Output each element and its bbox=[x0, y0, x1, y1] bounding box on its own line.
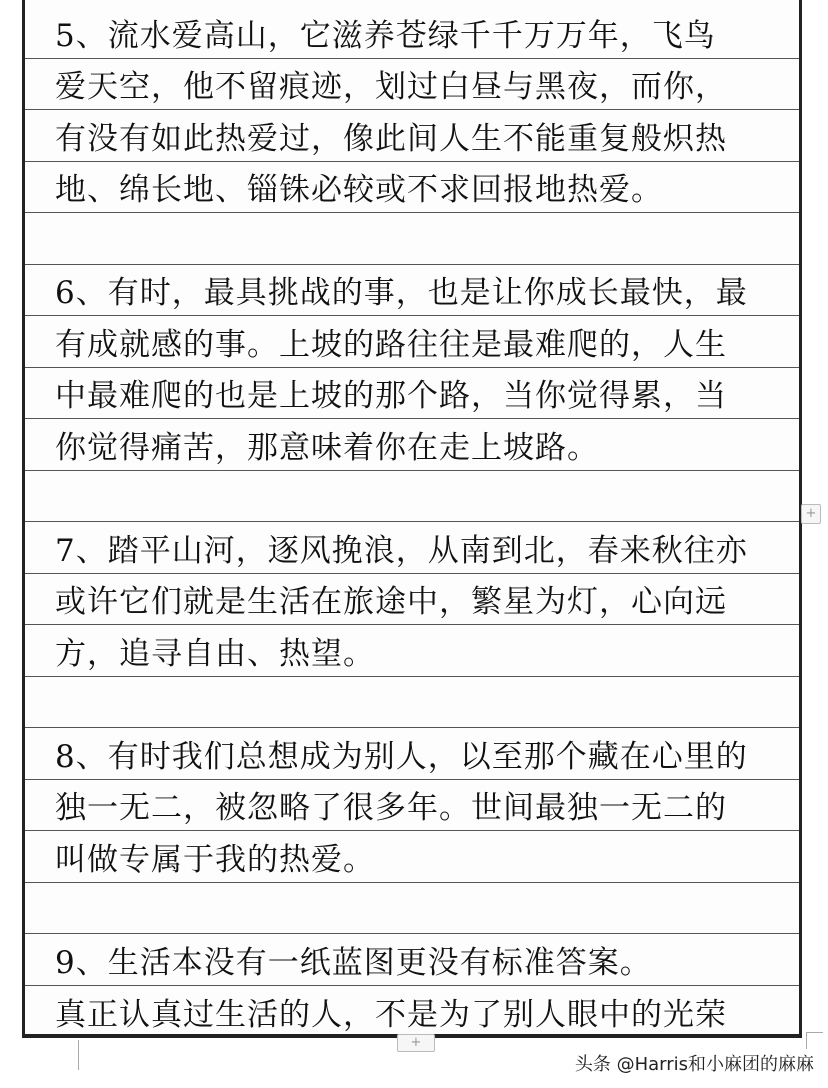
handwritten-line: 有成就感的事。上坡的路往往是最难爬的，人生 bbox=[55, 326, 727, 363]
handwritten-line: 7、踏平山河，逐风挽浪，从南到北，春来秋往亦 bbox=[55, 532, 748, 569]
handwritten-line: 叫做专属于我的热爱。 bbox=[55, 841, 375, 878]
handwritten-line: 地、绵长地、锱铢必较或不求回报地热爱。 bbox=[55, 171, 663, 208]
line-row bbox=[25, 985, 799, 1037]
line-row bbox=[25, 213, 799, 265]
lined-paper bbox=[22, 0, 802, 1038]
line-row bbox=[25, 58, 799, 110]
watermark-text: 头条 @Harris和小麻团的麻麻 bbox=[574, 1054, 814, 1075]
line-row bbox=[25, 728, 799, 780]
handwritten-line: 或许它们就是生活在旅途中，繁星为灯，心向远 bbox=[55, 583, 727, 620]
handwritten-line: 有没有如此热爱过，像此间人生不能重复般炽热 bbox=[55, 120, 727, 157]
handwritten-line: 8、有时我们总想成为别人，以至那个藏在心里的 bbox=[55, 738, 748, 775]
handwritten-line: 你觉得痛苦，那意味着你在走上坡路。 bbox=[55, 429, 599, 466]
line-row bbox=[25, 367, 799, 419]
line-row bbox=[25, 573, 799, 625]
line-row bbox=[25, 161, 799, 213]
line-row bbox=[25, 522, 799, 574]
line-row bbox=[25, 779, 799, 831]
handwritten-line: 5、流水爱高山，它滋养苍绿千千万万年，飞鸟 bbox=[55, 17, 716, 54]
handwritten-line: 爱天空，他不留痕迹，划过白昼与黑夜，而你， bbox=[55, 68, 727, 105]
page-corner-mark bbox=[806, 1032, 823, 1049]
line-row bbox=[25, 934, 799, 986]
handwritten-line: 中最难爬的也是上坡的那个路，当你觉得累，当 bbox=[55, 377, 727, 414]
handwritten-line: 9、生活本没有一纸蓝图更没有标准答案。 bbox=[55, 944, 652, 981]
line-row bbox=[25, 470, 799, 522]
line-row bbox=[25, 831, 799, 883]
expand-bottom-button[interactable]: + bbox=[397, 1034, 435, 1052]
handwritten-line: 方，追寻自由、热望。 bbox=[55, 635, 375, 672]
line-row bbox=[25, 264, 799, 316]
line-row bbox=[25, 316, 799, 368]
handwritten-line: 真正认真过生活的人，不是为了别人眼中的光荣 bbox=[55, 996, 727, 1033]
line-row bbox=[25, 676, 799, 728]
line-row bbox=[25, 882, 799, 934]
line-row bbox=[25, 419, 799, 471]
line-row bbox=[25, 625, 799, 677]
page-corner-mark bbox=[62, 1040, 79, 1070]
line-row bbox=[25, 110, 799, 162]
line-row bbox=[25, 7, 799, 59]
handwritten-line: 6、有时，最具挑战的事，也是让你成长最快，最 bbox=[55, 274, 748, 311]
handwritten-line: 独一无二，被忽略了很多年。世间最独一无二的 bbox=[55, 789, 727, 826]
expand-right-button[interactable]: + bbox=[801, 504, 821, 524]
